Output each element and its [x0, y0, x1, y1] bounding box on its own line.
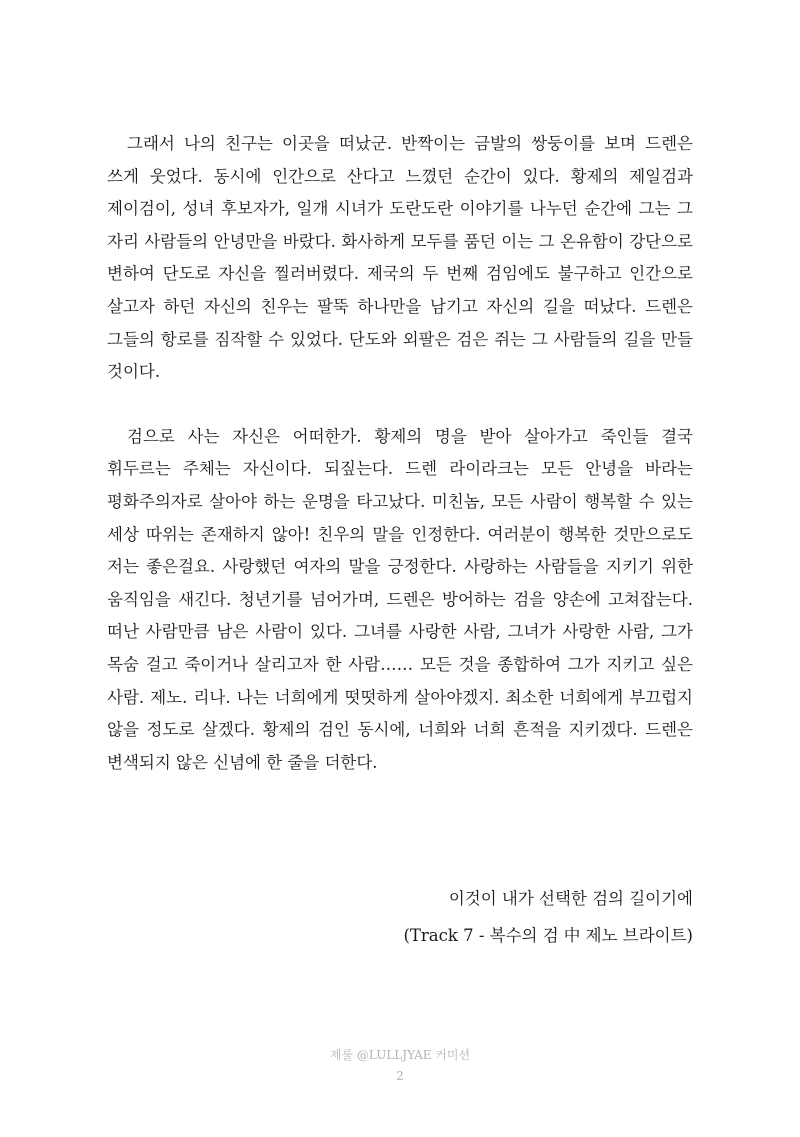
page-number: 2 — [396, 1069, 404, 1083]
body-text — [107, 128, 693, 779]
paragraph-1: 그래서 나의 친구는 이곳을 떠났군. 반짝이는 금발의 쌍둥이를 보며 드렌은 쓰게 웃었다. 동시에 인간으로 산다고 느꼈던 순간이 있다. 황제의 제일검과 제이검이, 성녀 후보자가, 일개 시녀가 도란도란 이야기를 나누던 순간에 그는 그 자리 사람들의 안녕만을 바랐다. 화사하게 모두를 품던 이는 그 온유함이 강단으로 변하여 단도로 자신을 찔러버렸다. 제국의 두 번째 검임에도 불구하고 인간으로 살고자 하던 자신의 친우는 팔뚝 하나만을 남기고 자신의 길을 떠났다. 드렌은 그들의 항로를 짐작할 수 있었다. 단도와 외팔은 검은 쥐는 그 사람들의 길을 만들 것이다. — [107, 134, 693, 382]
track-attribution: (Track 7 - 복수의 검 中 제노 브라이트) — [403, 926, 693, 945]
footer-credit: 제룰 @LULLJYAE 커미션 — [329, 1048, 471, 1062]
closing-line: 이것이 내가 선택한 검의 길이기에 — [448, 889, 693, 908]
closing-quote — [403, 880, 693, 954]
paragraph-2: 검으로 사는 자신은 어떠한가. 황제의 명을 받아 살아가고 죽인들 결국 휘두르는 주체는 자신이다. 되짚는다. 드렌 라이라크는 모든 안녕을 바라는 평화주의자로 살아야 하는 운명을 타고났다. 미친놈, 모든 사람이 행복할 수 있는 세상 따위는 존재하지 않아! 친우의 말을 인정한다. 여러분이 행복한 것만으로도 저는 좋은걸요. 사랑했던 여자의 말을 긍정한다. 사랑하는 사람들을 지키기 위한 움직임을 새긴다. 청년기를 넘어가며, 드렌은 방어하는 검을 양손에 고쳐잡는다. 떠난 사람만큼 남은 사람이 있다. 그녀를 사랑한 사람, 그녀가 사랑한 사람, 그가 목숨 걸고 죽이거나 살리고자 한 사람…… 모든 것을 종합하여 그가 지키고 싶은 사람. 제노. 리나. 나는 너희에게 떳떳하게 살아야겠지. 최소한 너희에게 부끄럽지 않을 정도로 살겠다. 황제의 검인 동시에, 너희와 너희 흔적을 지키겠다. 드렌은 변색되지 않은 신념에 한 줄을 더한다. — [107, 426, 693, 772]
